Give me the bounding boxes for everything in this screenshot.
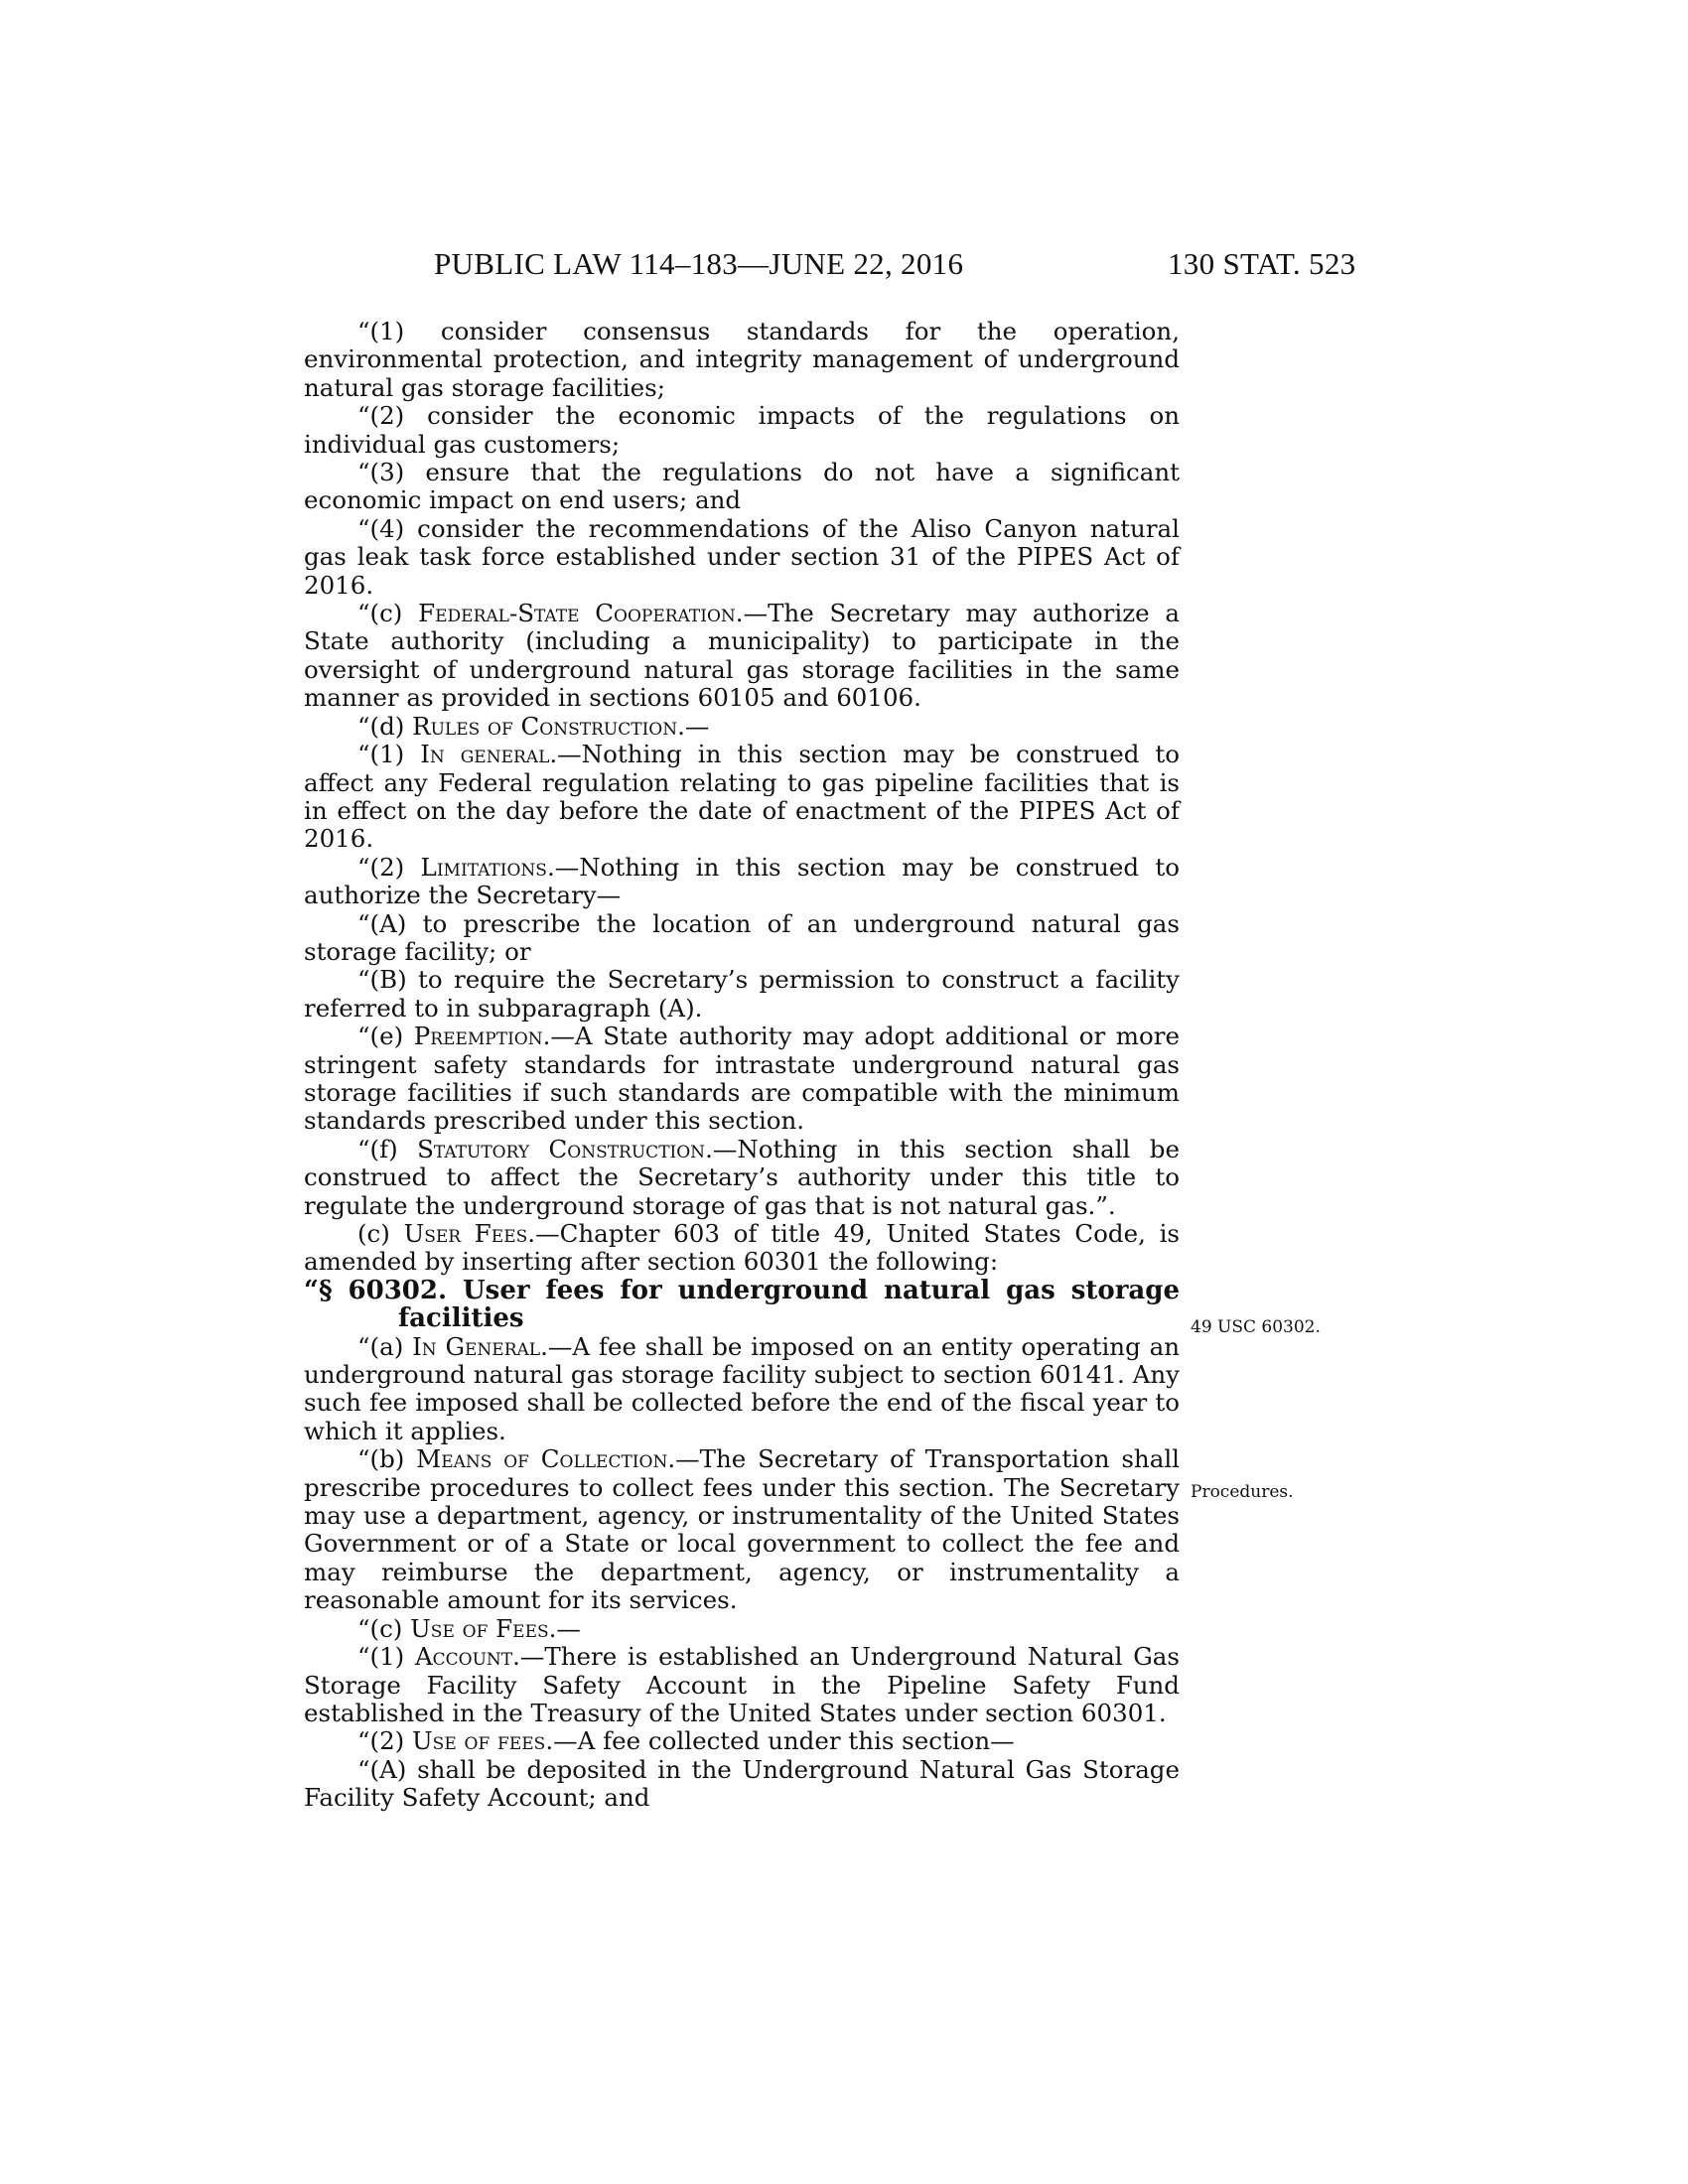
paragraph-heading: In general <box>420 740 550 769</box>
subparagraph-d2a: “(A) to prescribe the location of an underground natural gas storage facility; or <box>304 908 1180 966</box>
section-heading: “§ 60302. User fees for underground natural gas storage facilities <box>304 1275 1180 1334</box>
subsection-d: “(d) Rules of Construction.— <box>357 711 710 741</box>
subparagraph-c2a: “(A) shall be deposited in the Underground Natural Gas Storage Facility Safety Account; and <box>304 1754 1180 1813</box>
subsection-heading: Statutory Construction <box>417 1134 706 1163</box>
subsection-heading: User Fees <box>403 1219 528 1248</box>
subsection-heading: In General <box>412 1331 541 1361</box>
subsection-c: “(c) Federal-State Cooperation.—The Secretary may authorize a State authority (including a municipality) to participate in the oversight of underground natural gas storage facilities in the same manner as provided in sections 60105 and 60106. <box>304 599 1180 713</box>
subsection-heading: Rules of Construction <box>412 711 678 741</box>
paragraph-c2: “(2) Use of fees.—A fee collected under this section— <box>357 1726 1015 1756</box>
paragraph-d2: “(2) Limitations.—Nothing in this section may be construed to authorize the Secretary— <box>304 852 1180 910</box>
section-c: “(c) Use of Fees.— <box>357 1613 581 1643</box>
paragraph-heading: Use of fees <box>412 1726 546 1756</box>
subsection-f: “(f) Statutory Construction.—Nothing in this section shall be construed to affect the Secretary’s authority under this title to regulate the underground storage of gas that is not natural gas.”. <box>304 1134 1180 1220</box>
document-body <box>304 318 1180 1813</box>
subsection-heading: Means of Collection <box>416 1444 668 1474</box>
paragraph-heading: Limitations <box>420 852 547 882</box>
page-number: 130 STAT. 523 <box>1168 246 1356 281</box>
section-b: “(b) Means of Collection.—The Secretary of Transportation shall prescribe procedures to collect fees under this section. The Secretary may use a department, agency, or instrumentality of the United States Government or of a State or local government to collect the fee and may reimburse the department, agency, or instrumentality a reasonable amount for its services. <box>304 1444 1180 1615</box>
paragraph-heading: Account <box>414 1642 513 1672</box>
subsection-heading: Federal-State Cooperation <box>418 599 736 628</box>
subsection-user-fees: (c) User Fees.—Chapter 603 of title 49, United States Code, is amended by inserting after section 60301 the following: <box>304 1219 1180 1277</box>
paragraph-b4: “(4) consider the recommendations of the Aliso Canyon natural gas leak task force established under section 31 of the PIPES Act of 2016. <box>304 513 1180 600</box>
subsection-heading: Use of Fees <box>410 1613 549 1643</box>
paragraph-b1: “(1) consider consensus standards for the operation, environmental protection, and integrity management of underground natural gas storage facilities; <box>304 317 1180 402</box>
margin-note-procedures: Procedures. <box>1191 1482 1294 1502</box>
paragraph-b3: “(3) ensure that the regulations do not have a significant economic impact on end users; and <box>304 458 1180 515</box>
subparagraph-d2b: “(B) to require the Secretary’s permission to construct a facility referred to in subparagraph (A). <box>304 965 1180 1023</box>
margin-note-usc: 49 USC 60302. <box>1191 1317 1321 1337</box>
section-a: “(a) In General.—A fee shall be imposed on an entity operating an underground natural gas storage facility subject to section 60141. Any such fee imposed shall be collected before the end of the fiscal year to which it applies. <box>304 1331 1180 1445</box>
paragraph-d1: “(1) In general.—Nothing in this section may be construed to affect any Federal regulation relating to gas pipeline facilities that is in effect on the day before the date of enactment of the PIPES Act of 2016. <box>304 740 1180 854</box>
paragraph-c1: “(1) Account.—There is established an Underground Natural Gas Storage Facility Safety Account in the Pipeline Safety Fund established in the Treasury of the United States under section 60301. <box>304 1642 1180 1727</box>
subsection-e: “(e) Preemption.—A State authority may adopt additional or more stringent safety standards for intrastate underground natural gas storage facilities if such standards are compatible with the minimum standards prescribed under this section. <box>304 1022 1180 1136</box>
subsection-heading: Preemption <box>413 1022 543 1051</box>
paragraph-b2: “(2) consider the economic impacts of the regulations on individual gas customers; <box>304 401 1180 459</box>
running-header: PUBLIC LAW 114–183—JUNE 22, 2016 <box>434 246 964 281</box>
